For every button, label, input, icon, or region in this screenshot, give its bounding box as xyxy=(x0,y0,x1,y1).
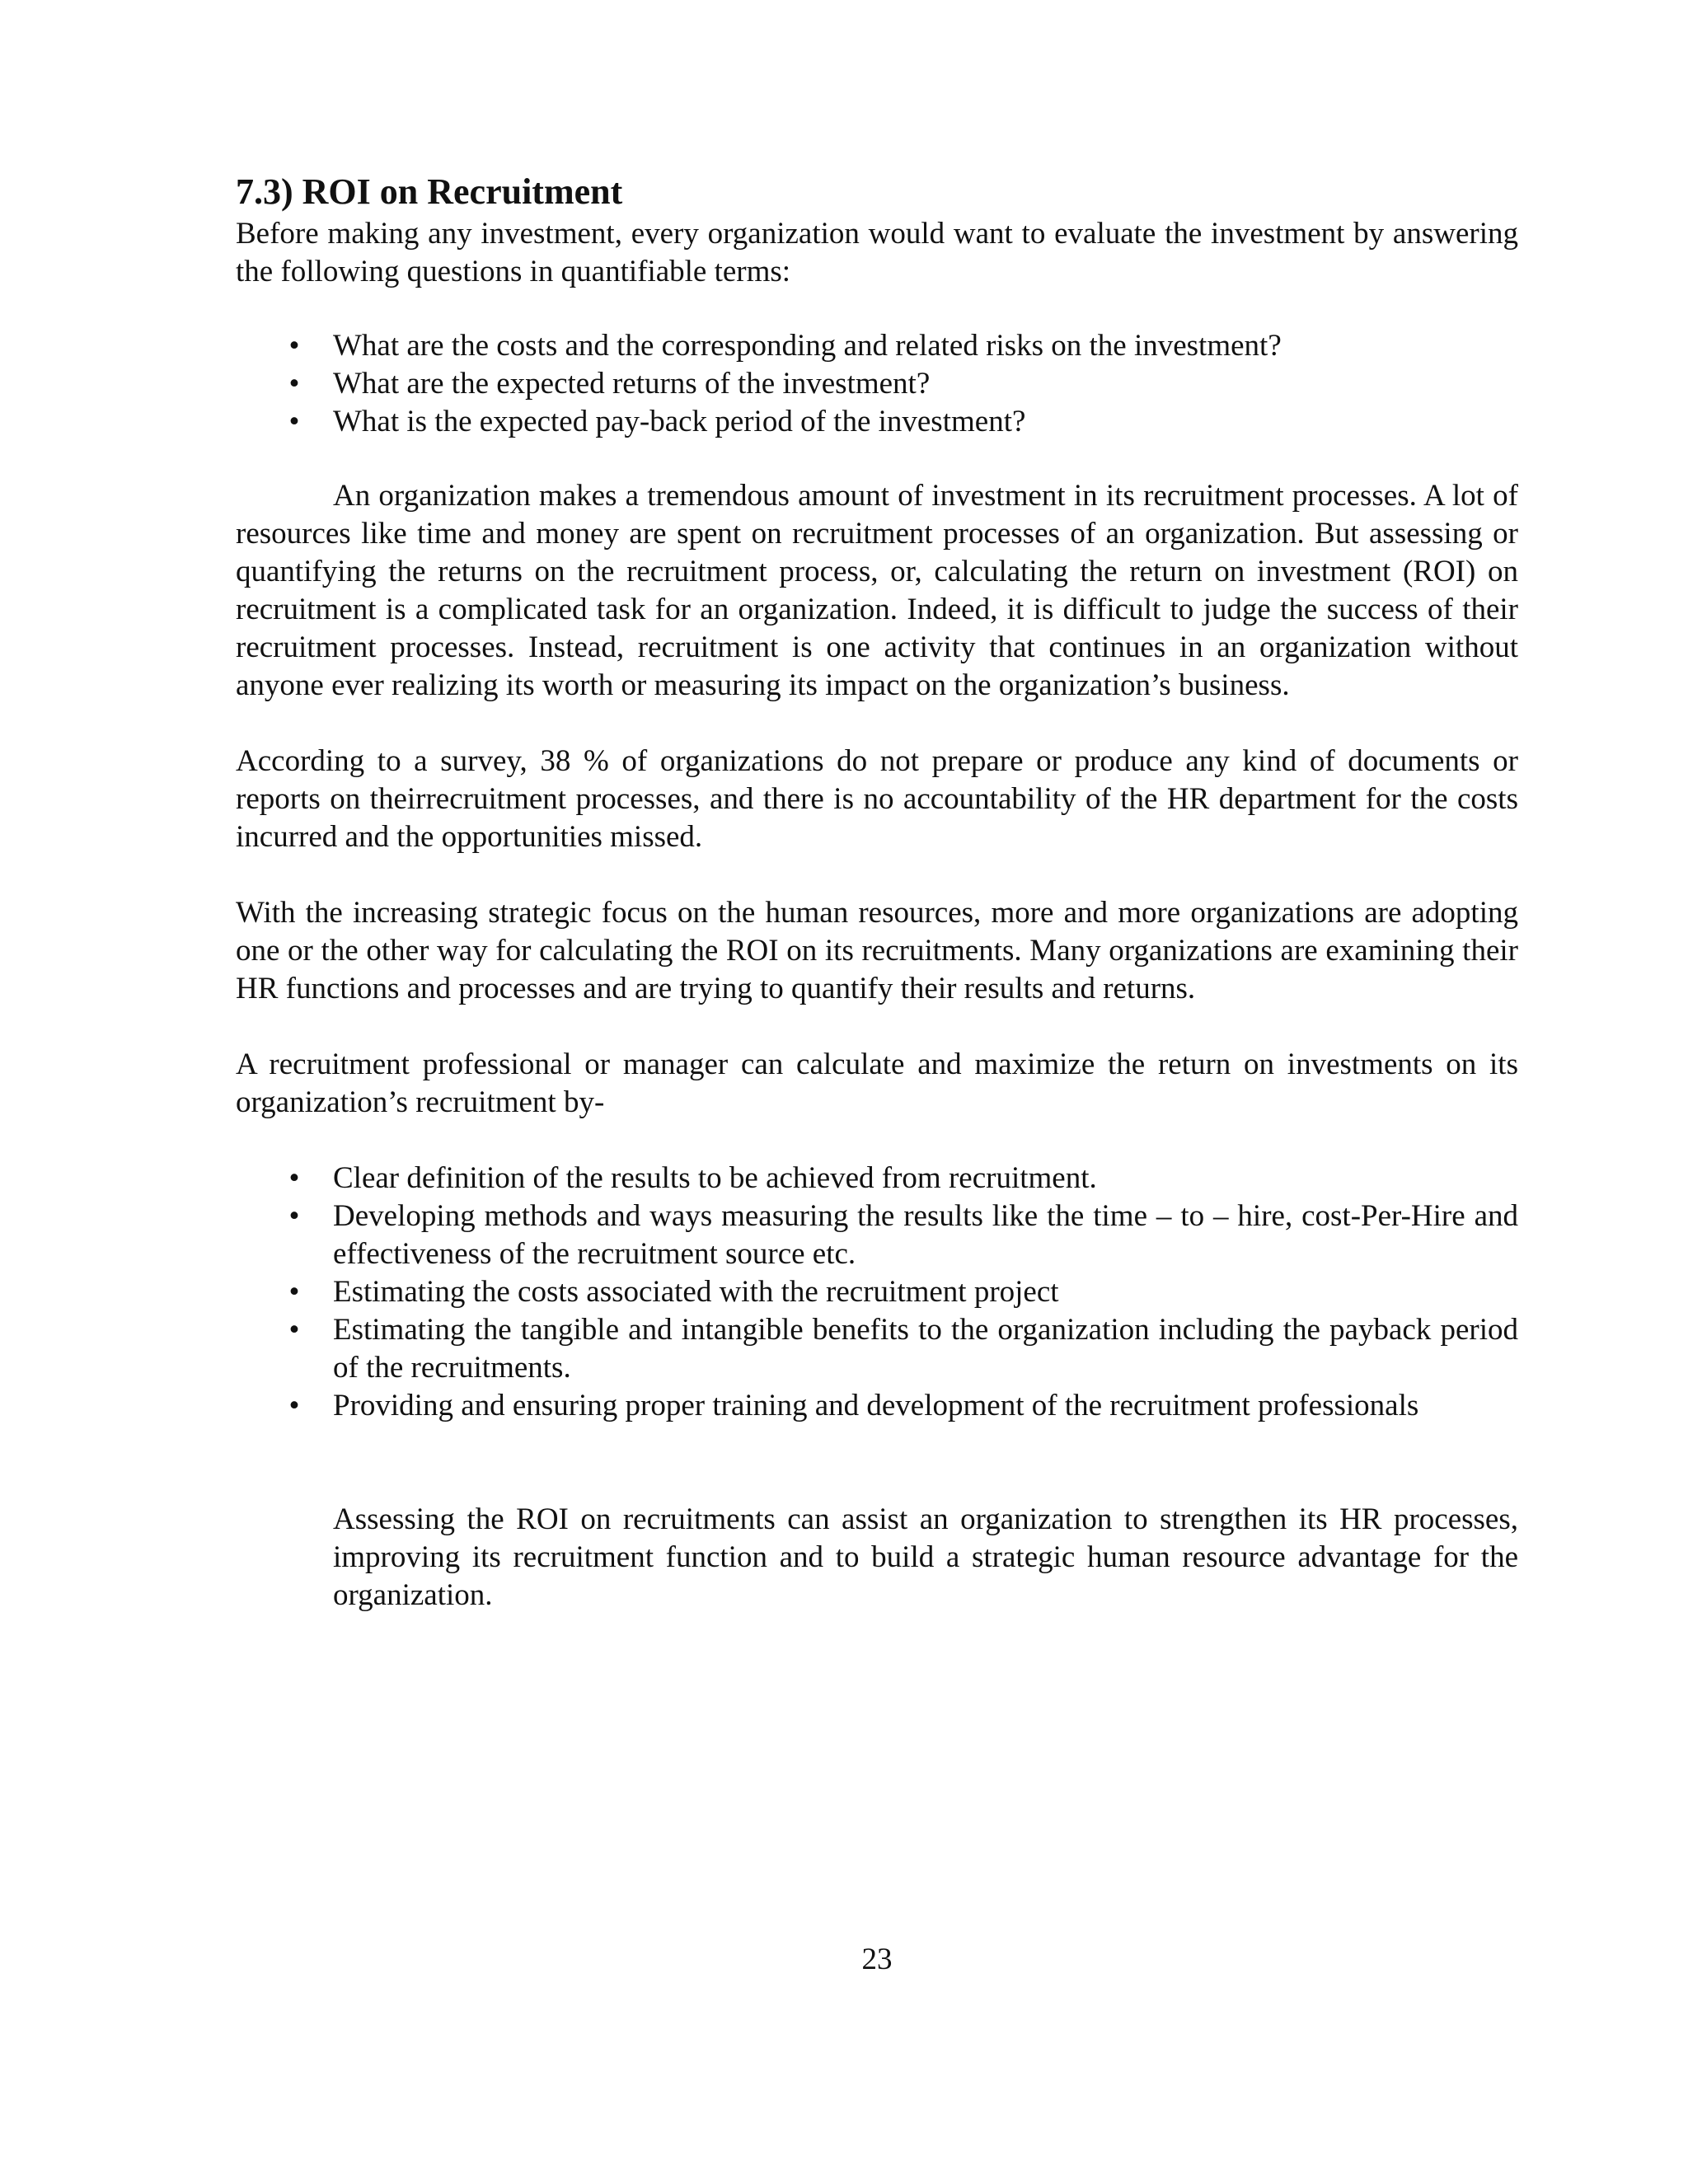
list-item: • What is the expected pay-back period of the investment? xyxy=(236,403,1518,441)
bullet-icon: • xyxy=(288,1313,300,1347)
section-heading: 7.3) ROI on Recruitment xyxy=(236,171,623,212)
conclusion-paragraph: Assessing the ROI on recruitments can assist an organization to strengthen its HR processes, improving its recruitment function and to build a strategic human resource advantage for the organization. xyxy=(333,1502,1518,1612)
body-paragraph: A recruitment professional or manager can calculate and maximize the return on investments on its organization’s recruitment by- xyxy=(236,1047,1518,1119)
document-page xyxy=(236,169,1518,1615)
methods-list xyxy=(236,1160,1518,1425)
bullet-icon: • xyxy=(288,1389,300,1422)
list-item: • Providing and ensuring proper training and development of the recruitment professionals xyxy=(236,1387,1518,1425)
list-item: • What are the costs and the corresponding and related risks on the investment? xyxy=(236,327,1518,365)
list-item: • Estimating the costs associated with the recruitment project xyxy=(236,1273,1518,1311)
intro-paragraph: Before making any investment, every organization would want to evaluate the investment by answering the following questions in quantifiable terms: xyxy=(236,217,1518,288)
bullet-icon: • xyxy=(288,367,300,401)
bullet-icon: • xyxy=(288,405,300,438)
questions-list xyxy=(236,327,1518,441)
list-item: • Estimating the tangible and intangible benefits to the organization including the payback period of the recruitments. xyxy=(236,1311,1518,1387)
body-paragraph: According to a survey, 38 % of organizations do not prepare or produce any kind of documents or reports on theirrecruitment processes, and there is no accountability of the HR department for the costs incurred and the opportunities missed. xyxy=(236,744,1518,854)
bullet-icon: • xyxy=(288,1199,300,1233)
page-number: 23 xyxy=(861,1943,893,1976)
bullet-icon: • xyxy=(288,1161,300,1195)
list-item: • Clear definition of the results to be achieved from recruitment. xyxy=(236,1160,1518,1197)
list-item: • Developing methods and ways measuring the results like the time – to – hire, cost-Per-Hire and effectiveness of the recruitment source etc. xyxy=(236,1197,1518,1273)
bullet-icon: • xyxy=(288,329,300,363)
body-paragraph: With the increasing strategic focus on the human resources, more and more organizations are adopting one or the other way for calculating the ROI on its recruitments. Many organizations are examining their HR functions and processes and are trying to quantify their results and returns. xyxy=(236,896,1518,1005)
list-item: • What are the expected returns of the investment? xyxy=(236,365,1518,403)
body-paragraph: An organization makes a tremendous amount of investment in its recruitment processes. A lot of resources like time and money are spent on recruitment processes of an organization. But assessing or quantifying the returns on the recruitment process, or, calculating the return on investment (ROI) on recruitment is a complicated task for an organization. Indeed, it is difficult to judge the success of their recruitment processes. Instead, recruitment is one activity that continues in an organization without anyone ever realizing its worth or measuring its impact on the organization’s business. xyxy=(236,479,1518,702)
bullet-icon: • xyxy=(288,1275,300,1309)
